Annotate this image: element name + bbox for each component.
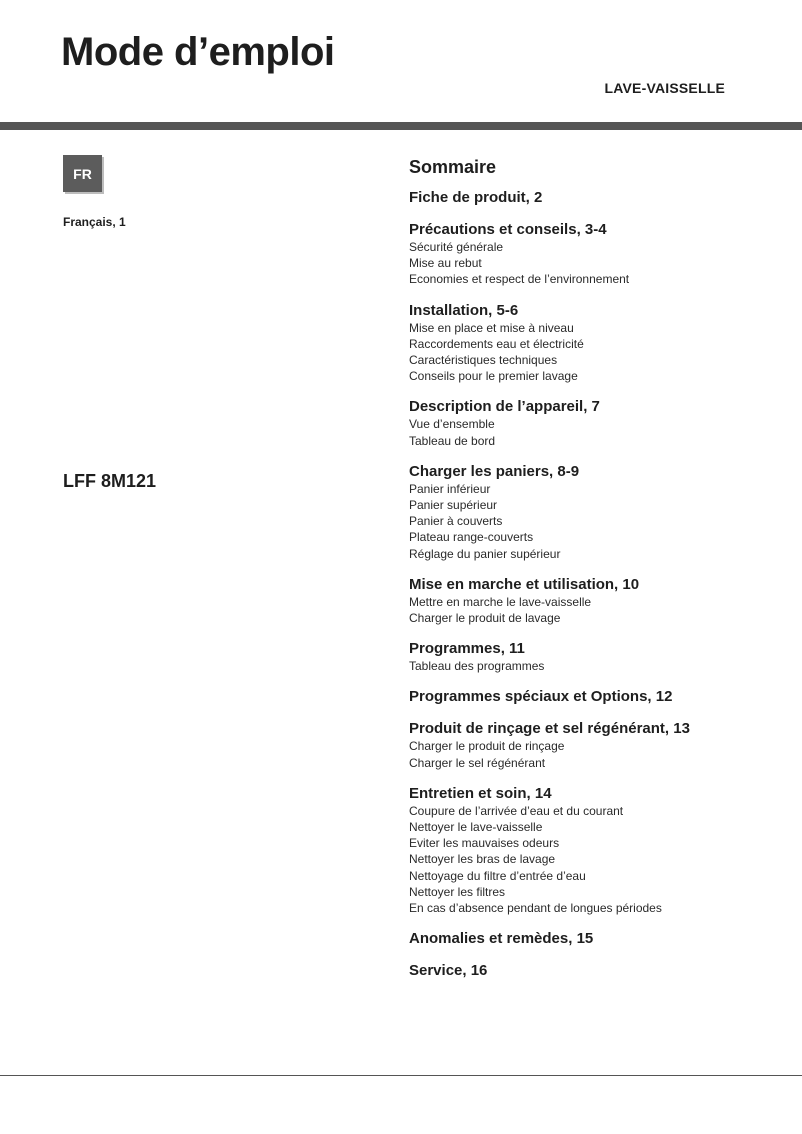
- toc-subitem[interactable]: Nettoyer le lave-vaisselle: [409, 820, 543, 835]
- model-number: LFF 8M121: [63, 471, 157, 491]
- toc-subitem[interactable]: Nettoyer les filtres: [409, 884, 506, 899]
- toc-section-heading[interactable]: Service, 16: [409, 962, 488, 980]
- toc-section: [409, 221, 799, 288]
- toc-section: [409, 930, 799, 948]
- toc-subitem[interactable]: Charger le produit de rinçage: [409, 739, 565, 754]
- table-of-contents: [409, 156, 799, 994]
- toc-subitem[interactable]: Coupure de l’arrivée d’eau et du courant: [409, 803, 624, 818]
- toc-subitem[interactable]: Sécurité générale: [409, 240, 504, 254]
- toc-subitem[interactable]: Panier supérieur: [409, 498, 498, 513]
- product-type-label: LAVE-VAISSELLE: [604, 80, 725, 96]
- toc-subitem[interactable]: Charger le produit de lavage: [409, 611, 561, 626]
- toc-section: [409, 189, 799, 207]
- toc-title: Sommaire: [409, 157, 497, 177]
- toc-section-heading[interactable]: Charger les paniers, 8-9: [409, 462, 580, 480]
- toc-section: [409, 576, 799, 626]
- toc-section-heading[interactable]: Programmes, 11: [409, 640, 525, 658]
- toc-subitem[interactable]: Eviter les mauvaises odeurs: [409, 836, 560, 851]
- toc-section: [409, 302, 799, 385]
- toc-section-heading[interactable]: Installation, 5-6: [409, 301, 519, 319]
- toc-section: [409, 463, 799, 562]
- toc-subitem[interactable]: Charger le sel régénérant: [409, 755, 546, 770]
- toc-section-heading[interactable]: Précautions et conseils, 3-4: [409, 221, 607, 238]
- toc-section: [409, 720, 799, 770]
- footer-divider: [0, 1075, 802, 1076]
- toc-subitem[interactable]: Economies et respect de l’environnement: [409, 272, 630, 287]
- toc-section-heading[interactable]: Entretien et soin, 14: [409, 784, 552, 802]
- toc-section: [409, 640, 799, 674]
- toc-section-heading[interactable]: Fiche de produit, 2: [409, 189, 543, 206]
- toc-subitem[interactable]: Caractéristiques techniques: [409, 353, 558, 368]
- toc-section: [409, 688, 799, 706]
- toc-section-heading[interactable]: Description de l’appareil, 7: [409, 398, 600, 416]
- toc-subitem[interactable]: Mise au rebut: [409, 256, 482, 271]
- page-title: Mode d’emploi: [61, 30, 335, 74]
- toc-subitem[interactable]: Panier inférieur: [409, 481, 491, 496]
- toc-section-heading[interactable]: Mise en marche et utilisation, 10: [409, 575, 640, 593]
- toc-section: [409, 962, 799, 980]
- toc-section-heading[interactable]: Anomalies et remèdes, 15: [409, 930, 594, 948]
- toc-subitem[interactable]: Mise en place et mise à niveau: [409, 320, 574, 335]
- header-divider-bar: [0, 122, 802, 130]
- toc-subitem[interactable]: Tableau de bord: [409, 433, 496, 448]
- toc-section-heading[interactable]: Programmes spéciaux et Options, 12: [409, 688, 673, 706]
- toc-subitem[interactable]: Nettoyage du filtre d’entrée d’eau: [409, 868, 586, 883]
- toc-sections: [409, 189, 799, 980]
- toc-subitem[interactable]: Plateau range-couverts: [409, 530, 534, 545]
- toc-subitem[interactable]: Tableau des programmes: [409, 659, 545, 674]
- toc-subitem[interactable]: Raccordements eau et électricité: [409, 336, 584, 351]
- toc-subitem[interactable]: Vue d’ensemble: [409, 417, 495, 432]
- toc-section: [409, 785, 799, 916]
- toc-section: [409, 398, 799, 448]
- toc-subitem[interactable]: Mettre en marche le lave-vaisselle: [409, 594, 592, 609]
- language-link[interactable]: Français, 1: [63, 215, 126, 229]
- toc-subitem[interactable]: Panier à couverts: [409, 514, 503, 529]
- toc-subitem[interactable]: En cas d’absence pendant de longues périodes: [409, 901, 662, 916]
- toc-subitem[interactable]: Conseils pour le premier lavage: [409, 369, 578, 384]
- language-badge: FR: [63, 155, 102, 192]
- toc-subitem[interactable]: Réglage du panier supérieur: [409, 546, 561, 561]
- toc-subitem[interactable]: Nettoyer les bras de lavage: [409, 852, 556, 867]
- toc-section-heading[interactable]: Produit de rinçage et sel régénérant, 13: [409, 720, 690, 738]
